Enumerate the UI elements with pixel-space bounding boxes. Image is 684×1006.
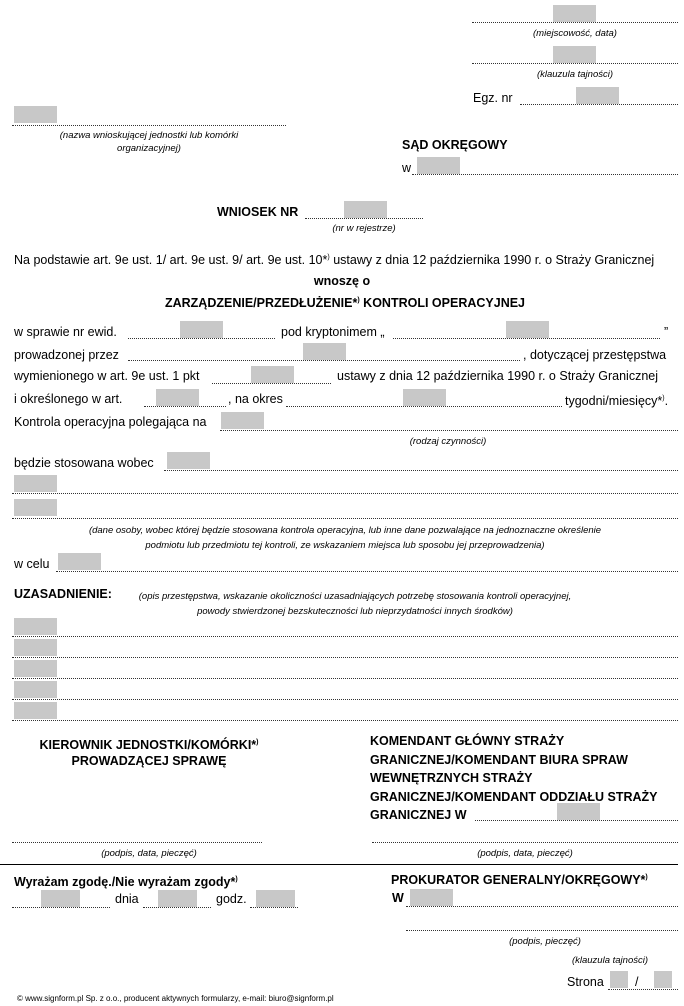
request-number-label: WNIOSEK NR	[217, 205, 299, 219]
footer-classification-caption: (klauzula tajności)	[571, 955, 649, 966]
control-activity-field[interactable]	[221, 412, 264, 429]
defined-in-label: i określonego w art.	[14, 392, 123, 406]
justification-label: UZASADNIENIE:	[14, 587, 112, 601]
copyright: © www.signform.pl Sp. z o.o., producent aktywnych formularzy, e-mail: biuro@signform.pl	[17, 994, 334, 1003]
copy-number-field[interactable]	[576, 87, 619, 104]
control-label: Kontrola operacyjna polegająca na	[14, 415, 207, 429]
conducted-by-field[interactable]	[303, 343, 346, 360]
court-location-field[interactable]	[417, 157, 460, 174]
sign-caption-right: (podpis, data, pieczęć)	[477, 848, 573, 859]
consent-label: Wyrażam zgodę./Nie wyrażam zgody*)	[14, 875, 238, 890]
period-label: , na okres	[228, 392, 283, 406]
order-heading: ZARZĄDZENIE/PRZEDŁUŻENIE*) KONTROLI OPERACYJNEJ	[164, 296, 526, 311]
listed-in-label: wymienionego w art. 9e ust. 1 pkt	[14, 369, 200, 383]
request-number-field[interactable]	[344, 201, 387, 218]
justification-field-1[interactable]	[14, 618, 57, 635]
prosecutor-location-field[interactable]	[410, 889, 453, 906]
applied-to-label: będzie stosowana wobec	[14, 456, 154, 470]
prosecutor-caption: (podpis, pieczęć)	[509, 936, 581, 947]
article-point-field[interactable]	[251, 366, 294, 383]
day-label: dnia	[115, 892, 139, 906]
classification-caption: (klauzula tajności)	[536, 69, 614, 80]
hour-label: godz.	[216, 892, 247, 906]
conducted-by-label: prowadzonej przez	[14, 348, 119, 362]
unit-name-caption: (nazwa wnioskującej jednostki lub komórki organizacyjnej)	[59, 130, 239, 154]
subject-field-1[interactable]	[167, 452, 210, 469]
place-date-caption: (miejscowość, data)	[533, 28, 617, 39]
court-title: SĄD OKRĘGOWY	[402, 138, 508, 152]
page-separator: /	[635, 975, 639, 989]
page-number-field[interactable]	[610, 971, 628, 988]
day-field[interactable]	[158, 890, 197, 907]
border-guard-unit-field[interactable]	[557, 803, 600, 820]
justification-field-5[interactable]	[14, 702, 57, 719]
codename-close: ”	[664, 325, 669, 339]
act-reference: ustawy z dnia 12 października 1990 r. o Straży Granicznej	[337, 369, 659, 383]
purpose-field[interactable]	[58, 553, 101, 570]
article-field[interactable]	[156, 389, 199, 406]
prosecutor-w-label: W	[392, 891, 404, 905]
period-field[interactable]	[403, 389, 446, 406]
commander-title: KOMENDANT GŁÓWNY STRAŻY GRANICZNEJ/KOMENDANT BIURA SPRAW WEWNĘTRZNYCH STRAŻY GRANICZNEJ/KOMENDANT ODDZIAŁU STRAŻY GRANICZNEJ W	[370, 734, 658, 822]
place-date-field[interactable]	[553, 5, 596, 22]
justification-field-3[interactable]	[14, 660, 57, 677]
justification-caption: (opis przestępstwa, wskazanie okoliczności uzasadniających potrzebę stosowania kontroli operacyjnej, powody stwierdzonej bezskuteczności lub nieprzydatności innych środków)	[138, 591, 572, 617]
codename-label: pod kryptonimem „	[281, 325, 385, 339]
hour-field[interactable]	[256, 890, 295, 907]
unit-head-title: KIEROWNIK JEDNOSTKI/KOMÓRKI*) PROWADZĄCEJ SPRAWĘ	[39, 738, 259, 769]
register-caption: (nr w rejestrze)	[332, 223, 396, 234]
consent-field[interactable]	[41, 890, 80, 907]
page-label: Strona	[567, 975, 604, 989]
unit-name-field[interactable]	[14, 106, 57, 123]
justification-field-2[interactable]	[14, 639, 57, 656]
codename-field[interactable]	[506, 321, 549, 338]
court-w-label: w	[402, 161, 412, 175]
classification-field[interactable]	[553, 46, 596, 63]
legal-basis: Na podstawie art. 9e ust. 1/ art. 9e ust. 9/ art. 9e ust. 10*) ustawy z dnia 12 października 1990 r. o Straży Granicznej	[14, 253, 655, 268]
person-caption: (dane osoby, wobec której będzie stosowana kontrola operacyjna, lub inne dane pozwalające na jednoznaczne określenie podmiotu lub przedmiotu tej kontroli, ze wskazaniem miejsca lub sposobu jej przeprowadzenia)	[88, 525, 602, 551]
prosecutor-title: PROKURATOR GENERALNY/OKRĘGOWY*)	[391, 873, 648, 888]
period-unit: tygodni/miesięcy*).	[565, 394, 669, 409]
justification-field-4[interactable]	[14, 681, 57, 698]
page-total-field[interactable]	[654, 971, 672, 988]
sign-caption-left: (podpis, data, pieczęć)	[101, 848, 197, 859]
copy-number-label: Egz. nr	[473, 91, 513, 105]
submit-heading: wnoszę o	[313, 274, 371, 288]
case-number-label: w sprawie nr ewid.	[14, 325, 117, 339]
subject-field-2[interactable]	[14, 475, 57, 492]
purpose-label: w celu	[14, 557, 50, 571]
activity-caption: (rodzaj czynności)	[409, 436, 487, 447]
subject-field-3[interactable]	[14, 499, 57, 516]
offence-label: , dotyczącej przestępstwa	[523, 348, 667, 362]
case-number-field[interactable]	[180, 321, 223, 338]
